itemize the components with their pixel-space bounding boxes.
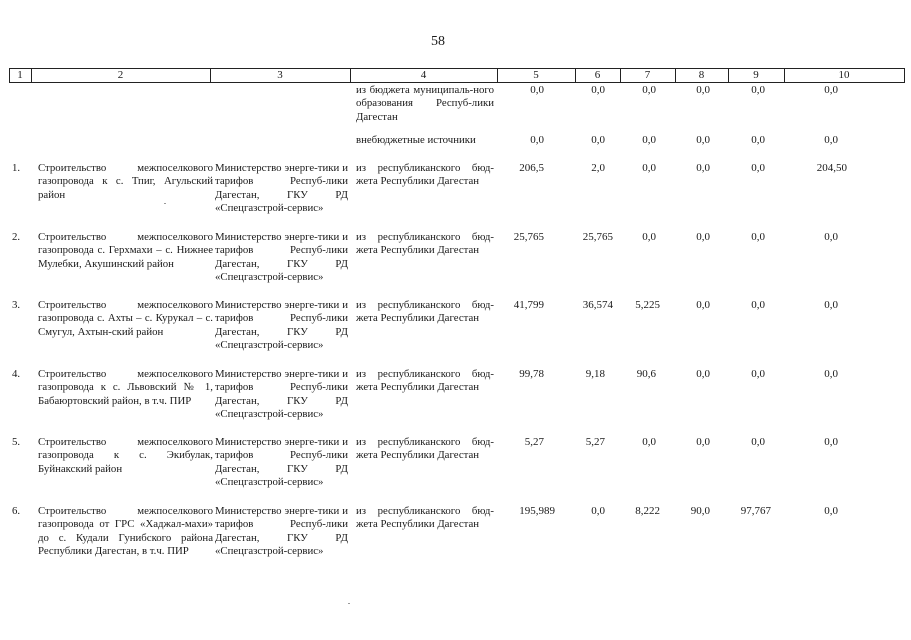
funding-source: из республиканского бюд-жета Республики Дагестан [356,436,494,462]
amount-col7: 0,0 [642,134,656,146]
executor: Министерство энерге-тики и тарифов Респуб-лики Дагестан, ГКУ РД «Спецгазстрой-сервис» [215,299,348,352]
amount-col8: 0,0 [696,368,710,380]
amount-col5: 206,5 [519,162,544,174]
column-header: 3 [277,69,283,81]
amount-col7: 0,0 [642,84,656,96]
executor: Министерство энерге-тики и тарифов Респуб-лики Дагестан, ГКУ РД «Спецгазстрой-сервис» [215,368,348,421]
amount-col5: 99,78 [519,368,544,380]
amount-col5: 0,0 [530,84,544,96]
project-name: Строительство межпоселкового газопровода от ГРС «Хаджал-махи» до с. Кудали Гунибского района Республики Дагестан, в т.ч. ПИР [38,505,213,558]
funding-source: из республиканского бюд-жета Республики Дагестан [356,368,494,394]
amount-col9: 0,0 [751,231,765,243]
amount-col6: 5,27 [585,436,605,448]
project-name: Строительство межпоселкового газопровода с. Герхмахи – с. Нижнее Мулебки, Акушинский район [38,231,213,270]
amount-col7: 90,6 [636,368,656,380]
amount-col9: 0,0 [751,84,765,96]
amount-col5: 41,799 [513,299,544,311]
project-name: Строительство межпоселкового газопровода к с. Экибулак, Буйнакский район [38,436,213,475]
project-name: Строительство межпоселкового газопровода с. Ахты – с. Курукал – с. Смугул, Ахтын-ский район [38,299,213,338]
row-number: 4. [12,368,21,380]
amount-col5: 5,27 [524,436,544,448]
column-header: 6 [594,69,601,81]
column-header: 7 [644,69,651,81]
amount-col9: 97,767 [740,505,771,517]
executor: Министерство энерге-тики и тарифов Респуб-лики Дагестан, ГКУ РД «Спецгазстрой-сервис» [215,436,348,489]
amount-col9: 0,0 [751,436,765,448]
page-number: 58 [431,34,445,49]
funding-source: из бюджета муниципаль-ного образования Респуб-лики Дагестан [356,84,494,123]
amount-col6: 2,0 [591,162,605,174]
amount-col6: 25,765 [582,231,613,243]
scan-speck [164,203,166,204]
amount-col6: 0,0 [591,134,605,146]
amount-col9: 0,0 [751,134,765,146]
funding-source: из республиканского бюд-жета Республики Дагестан [356,162,494,188]
project-name: Строительство межпоселкового газопровода к с. Львовский № 1, Бабаюртовский район, в т.ч. ПИР [38,368,213,407]
amount-col10: 0,0 [824,84,838,96]
funding-source: из республиканского бюд-жета Республики Дагестан [356,231,494,257]
column-header: 2 [117,69,124,81]
amount-col10: 0,0 [824,231,838,243]
amount-col5: 195,989 [519,505,555,517]
amount-col6: 9,18 [585,368,605,380]
amount-col9: 0,0 [751,162,765,174]
executor: Министерство энерге-тики и тарифов Респуб-лики Дагестан, ГКУ РД «Спецгазстрой-сервис» [215,505,348,558]
amount-col10: 0,0 [824,368,838,380]
funding-source: из республиканского бюд-жета Республики Дагестан [356,299,494,325]
amount-col10: 0,0 [824,436,838,448]
amount-col6: 0,0 [591,505,605,517]
amount-col10: 0,0 [824,505,838,517]
amount-col10: 0,0 [824,299,838,311]
row-number: 2. [12,231,21,243]
amount-col8: 0,0 [696,134,710,146]
project-name: Строительство межпоселкового газопровода к с. Тпиг, Агульский район [38,162,213,201]
column-header: 9 [753,69,759,81]
row-number: 1. [12,162,21,174]
amount-col6: 36,574 [582,299,613,311]
row-number: 5. [12,436,21,448]
amount-col5: 0,0 [530,134,544,146]
funding-source: внебюджетные источники [356,134,476,146]
amount-col7: 5,225 [635,299,660,311]
amount-col6: 0,0 [591,84,605,96]
executor: Министерство энерге-тики и тарифов Респуб-лики Дагестан, ГКУ РД «Спецгазстрой-сервис» [215,162,348,215]
executor: Министерство энерге-тики и тарифов Респуб-лики Дагестан, ГКУ РД «Спецгазстрой-сервис» [215,231,348,284]
column-header: 5 [533,69,539,81]
amount-col10: 0,0 [824,134,838,146]
column-header: 4 [420,69,427,81]
amount-col9: 0,0 [751,299,765,311]
row-number: 3. [12,299,21,311]
column-header: 8 [698,69,705,81]
column-header: 10 [838,69,850,81]
column-header-row [9,68,905,82]
amount-col5: 25,765 [513,231,544,243]
scan-speck [348,603,350,604]
amount-col9: 0,0 [751,368,765,380]
amount-col8: 0,0 [696,231,710,243]
funding-source: из республиканского бюд-жета Республики Дагестан [356,505,494,531]
amount-col8: 0,0 [696,299,710,311]
amount-col7: 8,222 [635,505,660,517]
row-number: 6. [12,505,21,517]
amount-col7: 0,0 [642,436,656,448]
amount-col8: 90,0 [690,505,710,517]
amount-col8: 0,0 [696,84,710,96]
amount-col7: 0,0 [642,162,656,174]
amount-col8: 0,0 [696,162,710,174]
amount-col7: 0,0 [642,231,656,243]
amount-col8: 0,0 [696,436,710,448]
amount-col10: 204,50 [816,162,847,174]
column-header: 1 [17,69,23,81]
